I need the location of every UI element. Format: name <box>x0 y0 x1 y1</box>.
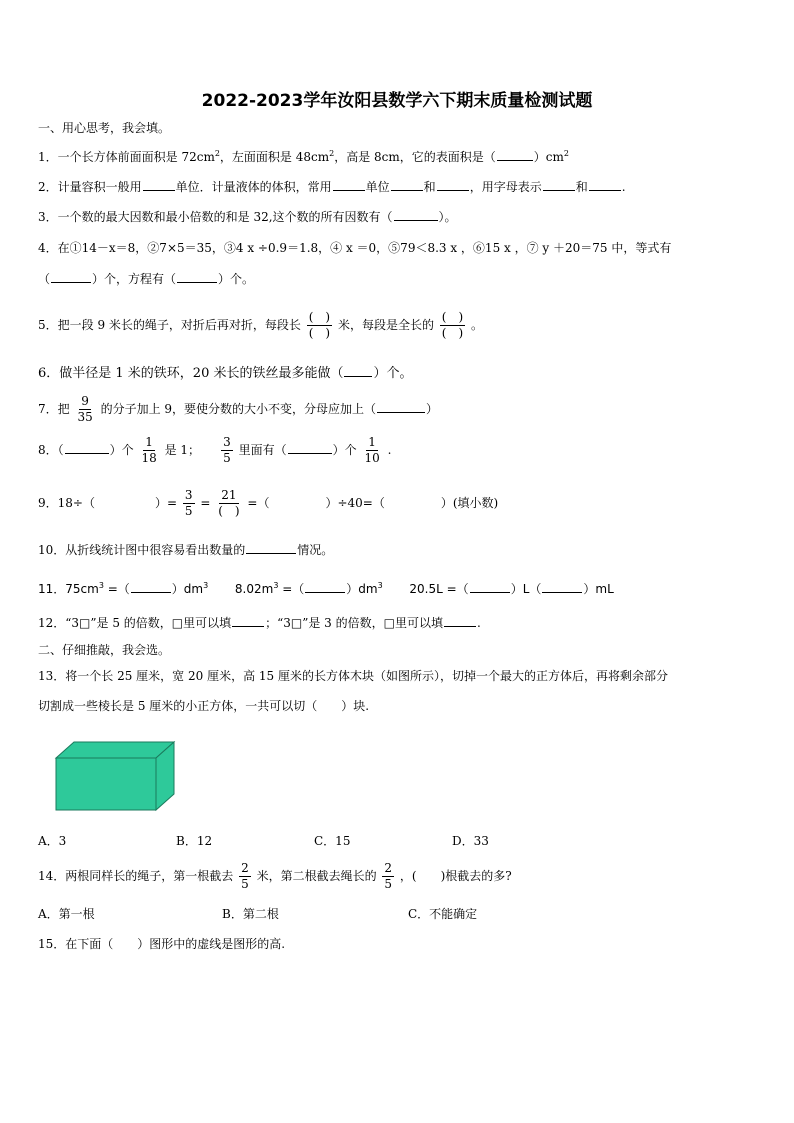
question-5: 5．把一段 9 米长的绳子，对折后再对折，每段长 $\frac{( )}{( )}$ 米，每段是全长的 $\frac{( )}{( )}$ 。 <box>38 310 483 340</box>
answer-blank[interactable] <box>143 178 175 191</box>
answer-blank[interactable] <box>542 580 582 593</box>
q13-option-a[interactable]: A．3 <box>38 834 67 848</box>
question-1: 1．一个长方体前面面积是 $72cm^2$，左面面积是 $48cm^2$，高是 8cm，它的表面积是（ ）$cm^2$ <box>38 149 569 164</box>
question-13-line1: 13．将一个长 25 厘米，宽 20 厘米，高 15 厘米的长方体木块（如图所示），切掉一个最大的正方体后，再将剩余部分 <box>38 669 668 683</box>
q14-option-c[interactable]: C．不能确定 <box>408 907 478 921</box>
q13-option-c[interactable]: C．15 <box>314 834 351 848</box>
fraction: $\frac{21}{( )}$ <box>218 488 240 518</box>
answer-blank[interactable] <box>394 208 438 221</box>
question-7: 7．把 $\frac{9}{35}$ 的分子加上 9，要使分数的大小不变，分母应加上（ ） <box>38 394 439 424</box>
fraction: $\frac{1}{18}$ <box>141 435 157 465</box>
question-8: 8．（ ）个 $\frac{1}{18}$ 是 1； $\frac{3}{5}$ 里面有（ ）个 $\frac{1}{10}$ . <box>38 435 392 465</box>
q14-option-a[interactable]: A．第一根 <box>38 907 95 921</box>
fraction: $\frac{3}{5}$ <box>184 488 193 518</box>
fraction: $\frac{( )}{( )}$ <box>308 310 331 340</box>
answer-blank[interactable] <box>589 178 621 191</box>
question-11: 11．$75cm^3$ =（ ）$dm^3$ $8.02m^3$ =（ ）$dm^3$ 20.5L =（ ）L（ ）mL <box>38 581 614 596</box>
page-title: 2022-2023学年汝阳县数学六下期末质量检测试题 <box>201 91 593 111</box>
question-3: 3．一个数的最大因数和最小倍数的和是 32,这个数的所有因数有（ ）。 <box>38 210 457 224</box>
fraction: $\frac{9}{35}$ <box>77 394 93 424</box>
answer-blank[interactable] <box>543 178 575 191</box>
section-one-heading: 一、用心思考，我会填。 <box>38 121 171 135</box>
answer-blank[interactable] <box>497 148 533 161</box>
question-4-line2: （ ）个，方程有（ ）个。 <box>38 272 255 286</box>
answer-blank[interactable] <box>305 580 345 593</box>
question-15: 15．在下面（ ）图形中的虚线是图形的高. <box>38 937 286 951</box>
answer-blank[interactable] <box>333 178 365 191</box>
answer-blank[interactable] <box>288 441 332 454</box>
answer-blank[interactable] <box>131 580 171 593</box>
q13-option-d[interactable]: D．33 <box>452 834 489 848</box>
fraction: $\frac{2}{5}$ <box>384 861 393 891</box>
answer-blank[interactable] <box>377 400 425 413</box>
answer-blank[interactable] <box>444 614 476 627</box>
fraction: $\frac{1}{10}$ <box>364 435 380 465</box>
q14-option-b[interactable]: B．第二根 <box>222 907 279 921</box>
question-10: 10．从折线统计图中很容易看出数量的 情况。 <box>38 543 334 557</box>
question-9: 9．18÷（ ）= $\frac{3}{5}$ = $\frac{21}{( )}$ =（ ）÷40=（ ）(填小数) <box>38 488 499 518</box>
fraction: $\frac{( )}{( )}$ <box>441 310 464 340</box>
answer-blank[interactable] <box>65 441 109 454</box>
answer-blank[interactable] <box>51 270 91 283</box>
answer-blank[interactable] <box>437 178 469 191</box>
answer-blank[interactable] <box>177 270 217 283</box>
answer-blank[interactable] <box>232 614 264 627</box>
section-two-heading: 二、仔细推敲，我会选。 <box>38 643 171 657</box>
question-2: 2．计量容积一般用 单位．计量液体的体积，常用 单位 和 ，用字母表示 和 . <box>38 180 626 194</box>
question-4-line1: 4．在①14－x＝8，②7×5＝35，③4 x ÷0.9＝1.8，④ x ＝0，⑤79＜8.3 x ，⑥15 x ，⑦ y ＋20＝75 中，等式有 <box>38 241 672 255</box>
answer-blank[interactable] <box>470 580 510 593</box>
question-13-line2: 切割成一些棱长是 5 厘米的小正方体，一共可以切（ ）块. <box>38 699 370 713</box>
answer-blank[interactable] <box>391 178 423 191</box>
answer-blank[interactable] <box>246 541 296 554</box>
fraction: $\frac{2}{5}$ <box>241 861 249 891</box>
cuboid-figure <box>54 740 178 816</box>
q13-option-b[interactable]: B．12 <box>176 834 213 848</box>
question-14: 14．两根同样长的绳子，第一根截去 $\frac{2}{5}$ 米，第二根截去绳长的 $\frac{2}{5}$ ，( )根截去的多? <box>38 861 512 891</box>
question-6: 6．做半径是 1 米的铁环，20 米长的铁丝最多能做（ ）个。 <box>38 366 413 381</box>
answer-blank[interactable] <box>344 364 372 377</box>
fraction: $\frac{3}{5}$ <box>223 435 231 465</box>
question-12: 12．“3□”是 5 的倍数，□里可以填 ；“3□”是 3 的倍数，□里可以填 . <box>38 616 481 630</box>
